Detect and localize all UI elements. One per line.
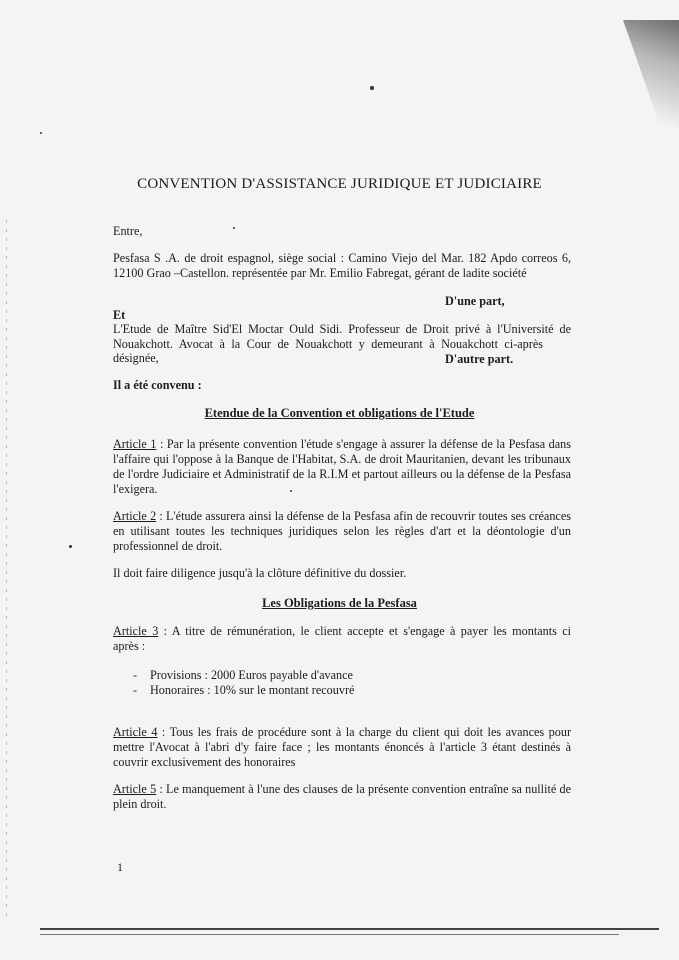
document-title: CONVENTION D'ASSISTANCE JURIDIQUE ET JUDICIAIRE [137, 176, 542, 192]
et-label: Et [113, 308, 126, 322]
party2-line: Nouakchott. Avocat à la Cour de Nouakchott y demeurant à Nouakchott ci-après désignée, [113, 337, 543, 365]
page-number: 1 [117, 860, 123, 874]
list-item-honoraires: Honoraires : 10% sur le montant recouvré [150, 683, 355, 697]
article4-line: Article 4 : Tous les frais de procédure sont à la charge du client qui doit les avances pour [113, 725, 571, 739]
article5-line: plein droit. [113, 797, 167, 811]
scan-left-edge [6, 220, 7, 920]
dune-part: D'une part, [445, 294, 505, 308]
bottom-rule-thin [40, 934, 619, 935]
scan-edge-shadow [609, 20, 679, 180]
article2-label: Article 2 [113, 509, 157, 523]
article2-line: en utilisant toutes les techniques juridiques selon les règles d'art et la déontologie d'un [113, 524, 571, 538]
article4-line: couvrir exclusivement des honoraires [113, 755, 296, 769]
scan-speck [233, 227, 235, 229]
convenu-label: Il a été convenu : [113, 378, 202, 392]
article1-line: Article 1 : Par la présente convention l'étude s'engage à assurer la défense de la Pesfasa dans [113, 437, 571, 451]
article1-label: Article 1 [113, 437, 157, 451]
list-bullet: - [133, 683, 137, 697]
party1-line: 12100 Grao –Castellon. représentée par Mr. Emilio Fabregat, gérant de ladite société [113, 266, 527, 280]
dautre-part: D'autre part. [445, 352, 514, 366]
article3-line: après : [113, 639, 146, 653]
list-item-provisions: Provisions : 2000 Euros payable d'avance [150, 668, 353, 682]
article1-line: de l'ordre Judiciaire et Administratif de la R.I.M et partout ailleurs ou la défense de la Pesfasa [113, 467, 571, 481]
party1-line: Pesfasa S .A. de droit espagnol, siège social : Camino Viejo del Mar. 182 Apdo correos 6, [113, 251, 571, 265]
bottom-rule [40, 928, 659, 930]
article3-label: Article 3 [113, 624, 159, 638]
article5-line: Article 5 : Le manquement à l'une des clauses de la présente convention entraîne sa nullité de [113, 782, 571, 796]
party2-line: L'Etude de Maître Sid'El Moctar Ould Sidi. Professeur de Droit privé à l'Université de [113, 322, 571, 336]
article3-line: Article 3 : A titre de rémunération, le client accepte et s'engage à payer les montants ci [113, 624, 571, 638]
scan-speck [370, 86, 374, 90]
article4-label: Article 4 [113, 725, 158, 739]
article2-line: professionnel de droit. [113, 539, 223, 553]
entre-label: Entre, [113, 224, 143, 238]
article1-line: l'exigera. [113, 482, 158, 496]
section-heading-pesfasa: Les Obligations de la Pesfasa [262, 596, 417, 610]
diligence-text: Il doit faire diligence jusqu'à la clôture définitive du dossier. [113, 566, 407, 580]
article5-label: Article 5 [113, 782, 157, 796]
article1-line: l'affaire qui l'oppose à la Banque de l'Habitat, S.A. de droit Mauritanien, devant les tribunaux [113, 452, 571, 466]
article4-line: mettre l'Avocat à l'abri d'y faire face ; les montants énoncés à l'article 3 étant destinés à [113, 740, 571, 754]
article2-line: Article 2 : L'étude assurera ainsi la défense de la Pesfasa afin de recouvrir toutes ses créances [113, 509, 571, 523]
scan-speck [40, 132, 42, 134]
section-heading-etude: Etendue de la Convention et obligations de l'Etude [204, 406, 475, 420]
scan-speck [290, 490, 292, 492]
list-bullet: - [133, 668, 137, 682]
scan-speck [69, 545, 72, 548]
